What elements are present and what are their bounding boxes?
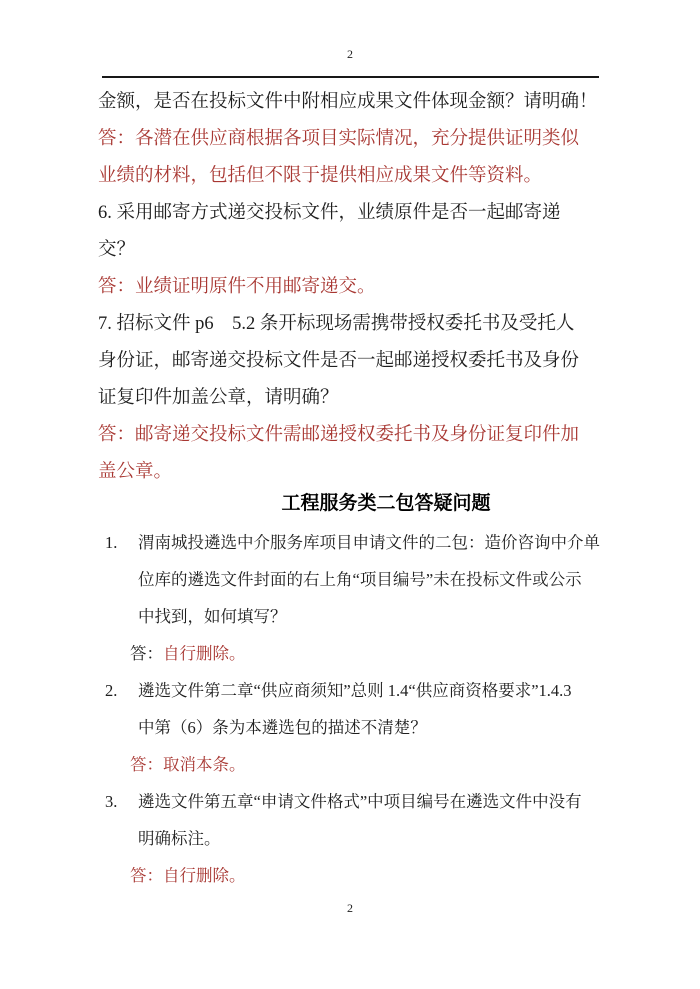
item-answer	[130, 857, 604, 894]
text-line: 中第（6）条为本遴选包的描述不清楚？	[138, 718, 427, 737]
item-number: 2.	[105, 681, 118, 700]
answer-continuation	[98, 121, 602, 195]
text-line: 盖公章。	[98, 462, 173, 482]
text-line: 证复印件加盖公章，请明确？	[98, 388, 339, 408]
item-answer	[130, 746, 604, 783]
answer-text: 自行删除。	[163, 644, 246, 663]
header-page-number: 2	[347, 47, 353, 61]
text-line: 答：邮寄递交投标文件需邮递授权委托书及身份证复印件加	[98, 425, 580, 445]
question-continuation	[98, 84, 602, 121]
item-body	[130, 783, 604, 894]
text-line: 中找到，如何填写？	[138, 607, 287, 626]
text-line: 交？	[98, 240, 136, 260]
text-line: 6. 采用邮寄方式递交投标文件，业绩原件是否一起邮寄递	[98, 203, 561, 223]
text-line: 身份证，邮寄递交投标文件是否一起邮递授权委托书及身份	[98, 351, 580, 371]
item-number: 3.	[105, 792, 118, 811]
item-body	[130, 524, 604, 672]
question-7	[98, 306, 602, 417]
text-line: 渭南城投遴选中介服务库项目申请文件的二包：造价咨询中介单	[138, 533, 600, 552]
text-line: 遴选文件第五章“申请文件格式”中项目编号在遴选文件中没有	[138, 792, 582, 811]
text-line: 7. 招标文件 p6 5.2 条开标现场需携带授权委托书及受托人	[98, 314, 575, 334]
item-answer	[130, 635, 604, 672]
text-line: 答：业绩证明原件不用邮寄递交。	[98, 277, 376, 297]
text-line: 业绩的材料，包括但不限于提供相应成果文件等资料。	[98, 166, 543, 186]
item-body	[130, 672, 604, 783]
item-number: 1.	[105, 533, 118, 552]
footer-page-number: 2	[347, 901, 353, 915]
header-rule	[102, 76, 599, 78]
text-line: 位库的遴选文件封面的右上角“项目编号”未在投标文件或公示	[138, 570, 582, 589]
section-heading: 工程服务类二包答疑问题	[281, 493, 491, 514]
text-line: 遴选文件第二章“供应商须知”总则 1.4“供应商资格要求”1.4.3	[138, 681, 572, 700]
list-item-3	[98, 783, 604, 894]
answer-text: 自行删除。	[163, 866, 246, 885]
list-item-1	[98, 524, 604, 672]
text-line: 答：各潜在供应商根据各项目实际情况，充分提供证明类似	[98, 129, 580, 149]
list-item-2	[98, 672, 604, 783]
text-line: 明确标注。	[138, 829, 221, 848]
answer-prefix: 答：	[130, 755, 163, 774]
answer-6	[98, 269, 602, 306]
qa-section-continuation	[98, 84, 602, 491]
answer-prefix: 答：	[130, 644, 163, 663]
text-line: 金额，是否在投标文件中附相应成果文件体现金额？请明确！	[98, 92, 598, 112]
question-6	[98, 195, 602, 269]
answer-prefix: 答：	[130, 866, 163, 885]
qa-section-package2	[98, 524, 604, 894]
answer-7	[98, 417, 602, 491]
answer-text: 取消本条。	[163, 755, 246, 774]
